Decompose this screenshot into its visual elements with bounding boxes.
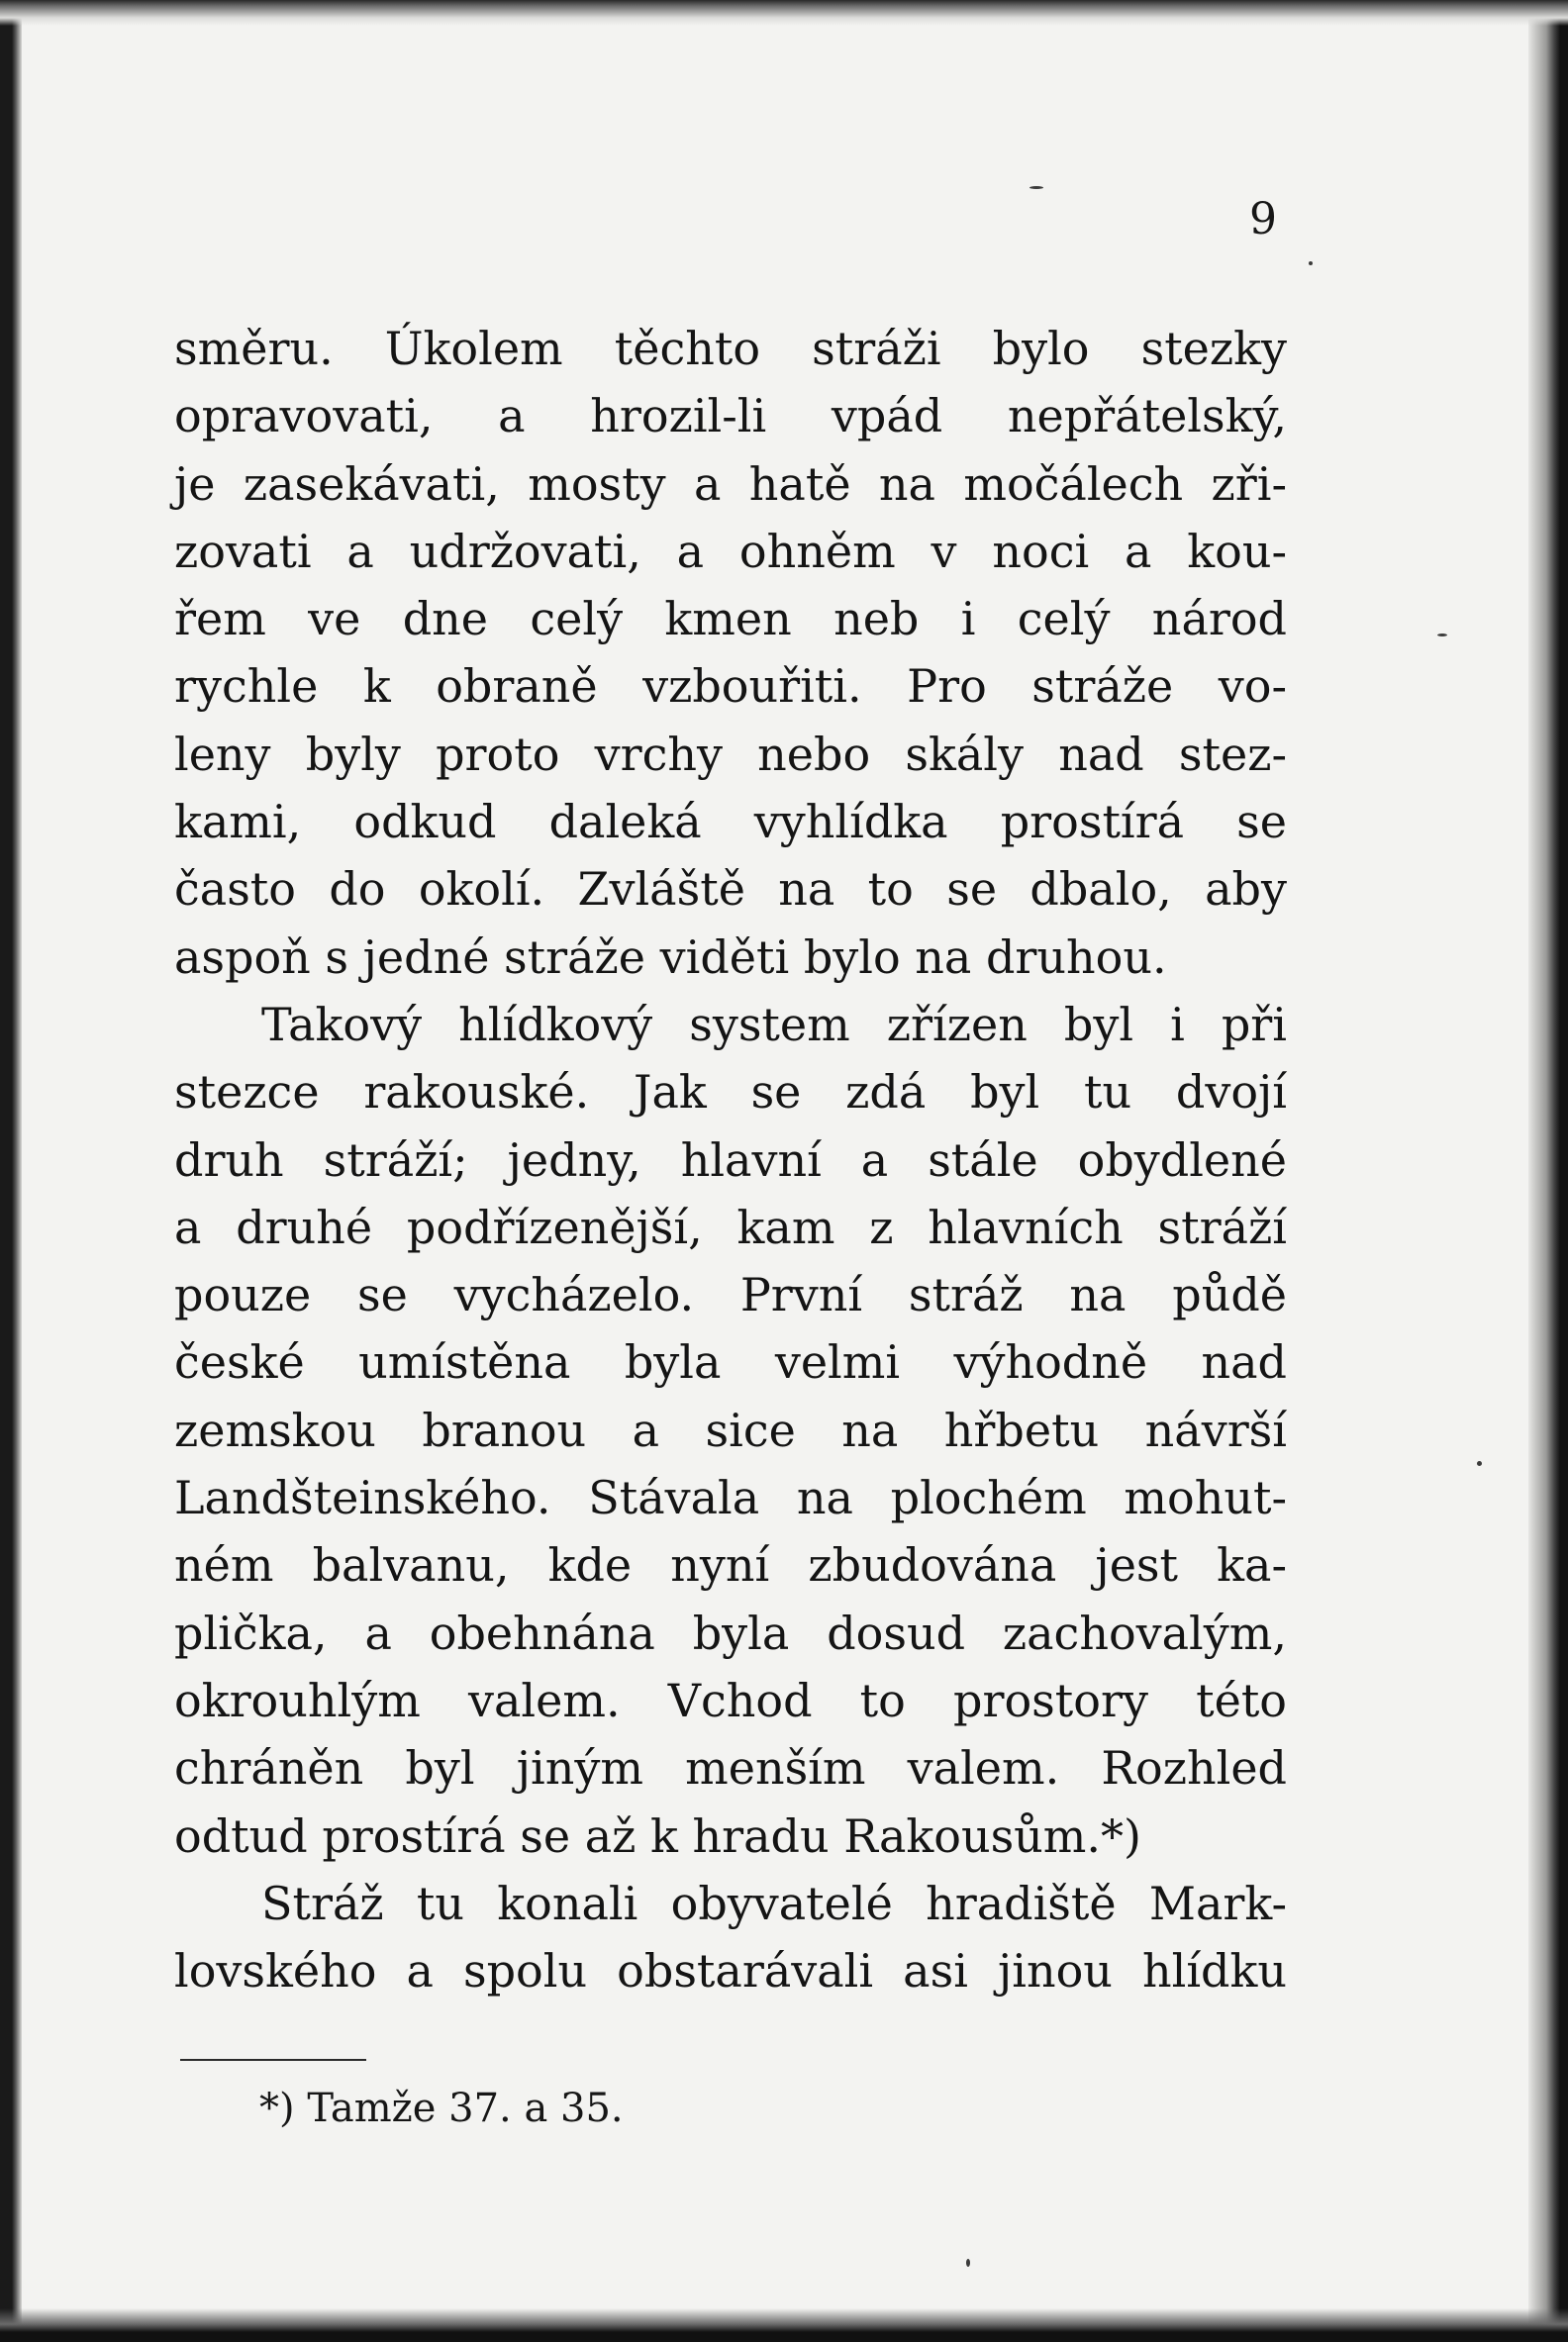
text-line: opravovati, a hrozil-li vpád nepřátelský, [174,389,1287,443]
text-line: odtud prostírá se až k hradu Rakousům.*) [174,1808,1141,1863]
text-line: kami, odkud daleká vyhlídka prostírá se [174,795,1287,849]
footnote-rule [180,2059,366,2061]
text-line: ném balvanu, kde nyní zbudována jest ka- [174,1538,1287,1593]
page-top-edge [0,0,1568,26]
text-line: řem ve dne celý kmen neb i celý národ [174,592,1287,646]
scan-speck [1309,261,1313,265]
body-text [174,315,1287,2004]
text-line: rychle k obraně vzbouřiti. Pro stráže vo- [174,659,1287,714]
page-number: 9 [1249,194,1277,244]
scan-speck [966,2259,970,2267]
text-line: leny byly proto vrchy nebo skály nad stez- [174,727,1287,781]
text-line: je zasekávati, mosty a hatě na močálech zři- [174,456,1287,511]
text-line: směru. Úkolem těchto stráži bylo stezky [174,322,1287,375]
text-line: pouze se vycházelo. První stráž na půdě [174,1268,1287,1322]
text-line: zovati a udržovati, a ohněm v noci a kou- [174,524,1287,578]
page-left-edge [0,0,22,2342]
footnote: *) Tamže 37. a 35. [259,2086,624,2131]
text-line: plička, a obehnána byla dosud zachovalým, [174,1606,1287,1660]
scan-speck [1477,1461,1482,1466]
text-line: druh stráží; jedny, hlavní a stále obydlené [174,1132,1287,1187]
text-line: zemskou branou a sice na hřbetu návrší [174,1403,1287,1457]
scan-speck [1029,186,1043,189]
page-right-edge [1528,0,1568,2342]
text-line: často do okolí. Zvláště na to se dbalo, aby [174,862,1287,917]
text-line: české umístěna byla velmi výhodně nad [174,1335,1287,1390]
text-line: Stráž tu konali obyvatelé hradiště Mark- [261,1876,1287,1930]
text-line: aspoň s jedné stráže viděti bylo na druhou. [174,929,1167,984]
text-line: Landšteinského. Stávala na plochém mohut- [174,1471,1287,1525]
page-bottom-edge [0,2308,1568,2342]
text-line: okrouhlým valem. Vchod to prostory této [174,1673,1287,1727]
text-line: chráněn byl jiným menším valem. Rozhled [174,1741,1287,1796]
text-line: Takový hlídkový system zřízen byl i při [261,997,1287,1051]
text-line: stezce rakouské. Jak se zdá byl tu dvojí [174,1065,1287,1120]
text-line: a druhé podřízenější, kam z hlavních stráží [174,1200,1287,1254]
scan-speck [1437,634,1447,636]
text-line: lovského a spolu obstarávali asi jinou hlídku [174,1944,1287,1999]
